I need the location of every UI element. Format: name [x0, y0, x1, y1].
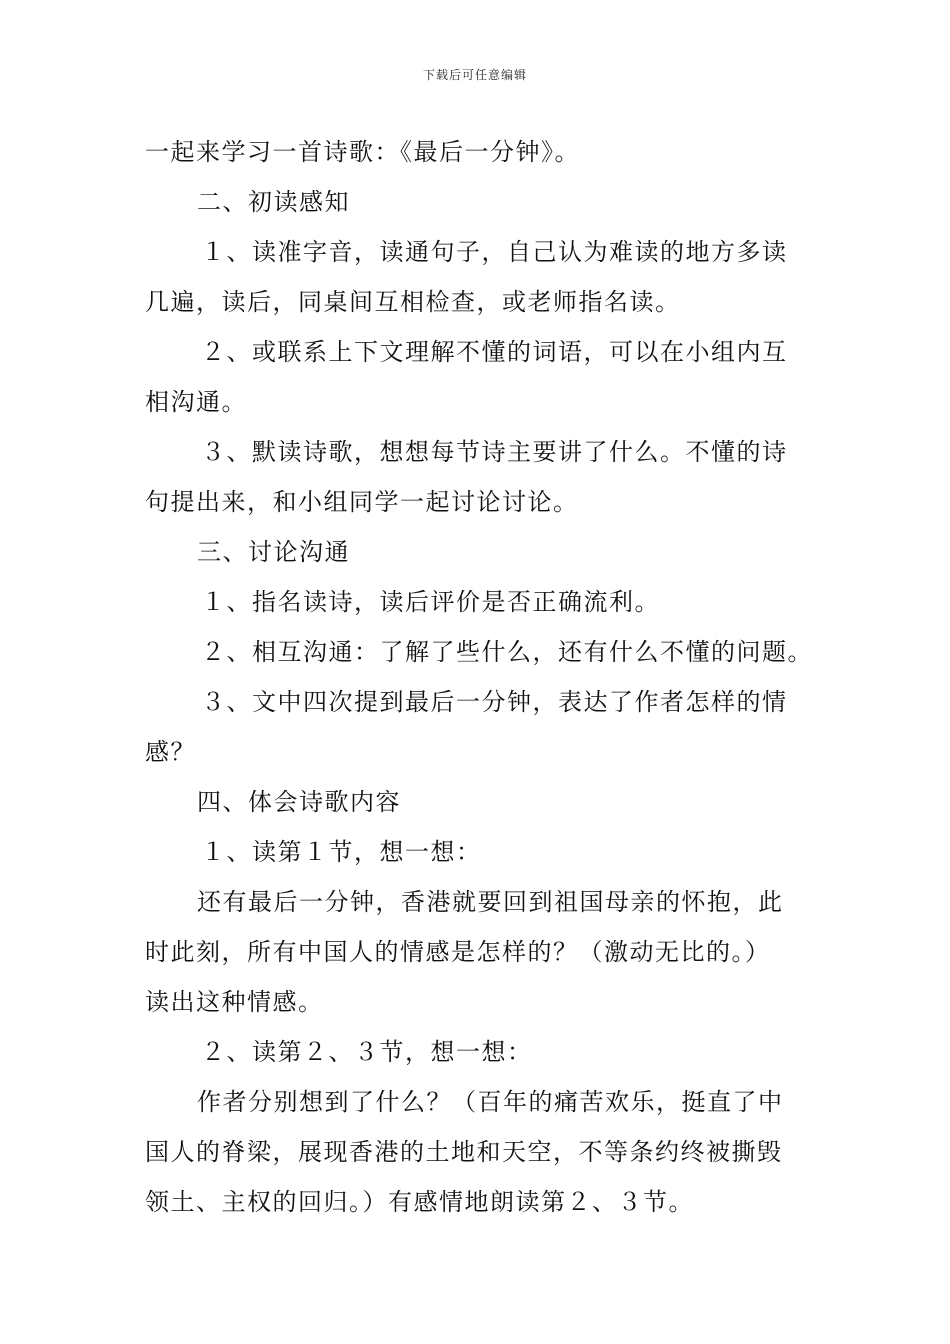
- text-line: 国人的脊梁，展现香港的土地和天空，不等条约终被撕毁: [145, 1138, 783, 1166]
- text-line: 读出这种情感。: [145, 988, 324, 1016]
- text-line: 句提出来，和小组同学一起讨论讨论。: [145, 488, 579, 516]
- section-heading: 四、体会诗歌内容: [197, 788, 401, 816]
- text-line: １、读准字音，读通句子，自己认为难读的地方多读: [201, 238, 788, 266]
- document-body: [145, 127, 815, 1227]
- text-line: ２、读第２、３节，想一想：: [201, 1038, 533, 1066]
- text-line: 相沟通。: [145, 388, 247, 416]
- text-line: ３、文中四次提到最后一分钟，表达了作者怎样的情: [201, 688, 788, 716]
- text-line: ２、或联系上下文理解不懂的词语，可以在小组内互: [201, 338, 788, 366]
- text-line: １、读第１节，想一想：: [201, 838, 482, 866]
- text-line: 时此刻，所有中国人的情感是怎样的？（激动无比的。）: [145, 938, 771, 966]
- text-line: 感？: [145, 738, 196, 766]
- text-line: 作者分别想到了什么？（百年的痛苦欢乐，挺直了中: [197, 1088, 784, 1116]
- text-line: 几遍，读后，同桌间互相检查，或老师指名读。: [145, 288, 681, 316]
- section-heading: 二、初读感知: [197, 188, 350, 216]
- text-line: １、指名读诗，读后评价是否正确流利。: [201, 588, 660, 616]
- text-line: ２、相互沟通：了解了些什么，还有什么不懂的问题。: [201, 638, 813, 666]
- text-line: ３、默读诗歌，想想每节诗主要讲了什么。不懂的诗: [201, 438, 788, 466]
- page-header: 下载后可任意编辑: [422, 68, 527, 82]
- text-line: 一起来学习一首诗歌：《最后一分钟》。: [145, 138, 580, 166]
- text-line: 领土、主权的回归。）有感情地朗读第２、３节。: [145, 1188, 694, 1216]
- text-line: 还有最后一分钟，香港就要回到祖国母亲的怀抱，此: [197, 888, 784, 916]
- section-heading: 三、讨论沟通: [197, 538, 350, 566]
